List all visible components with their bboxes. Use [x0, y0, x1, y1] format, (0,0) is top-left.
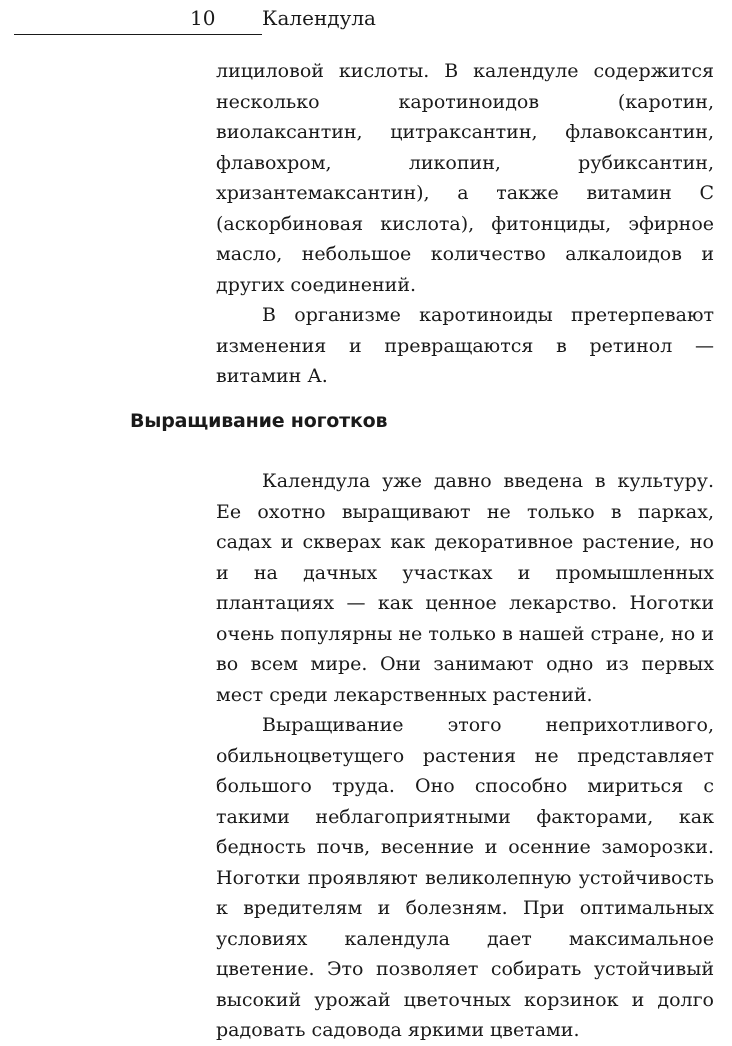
intro-text: [216, 56, 714, 392]
paragraph: Календула уже давно введена в культуру. Ее охотно выращивают не только в парках, садах и скверах как декоративное растение, но и на дачных участках и промышленных плантациях — как ценное лекарство. Ноготки очень популярны не только в нашей стране, но и во всем мире. Они занимают одно из первых мест среди лекарственных растений.: [216, 470, 714, 706]
running-header: [0, 0, 732, 40]
header-rule: [14, 34, 262, 35]
running-title: Календула: [262, 6, 376, 30]
paragraph: лициловой кислоты. В календуле содержится несколько каротиноидов (каротин, виолаксантин, цитраксантин, флавоксантин, флавохром, ликопин, рубиксантин, хризантемаксантин), а также витамин С (аскорбиновая кислота), фитонциды, эфирное масло, небольшое количество алкалоидов и других соединений.: [216, 60, 714, 296]
section-body: [216, 466, 714, 1046]
paragraph: В организме каротиноиды претерпевают изменения и превращаются в ретинол — витамин А.: [216, 304, 714, 387]
paragraph: Выращивание этого неприхотливого, обильноцветущего растения не представляет большого труда. Оно способно мириться с такими неблагоприятными факторами, как бедность почв, весенние и осенние заморозки. Ноготки проявляют великолепную устойчивость к вредителям и болезням. При оптимальных условиях календула дает максимальное цветение. Это позволяет собирать устойчивый высокий урожай цветочных корзинок и долго радовать садовода яркими цветами.: [216, 714, 714, 1041]
page-number: 10: [190, 6, 216, 30]
section-heading: Выращивание ноготков: [130, 410, 388, 432]
